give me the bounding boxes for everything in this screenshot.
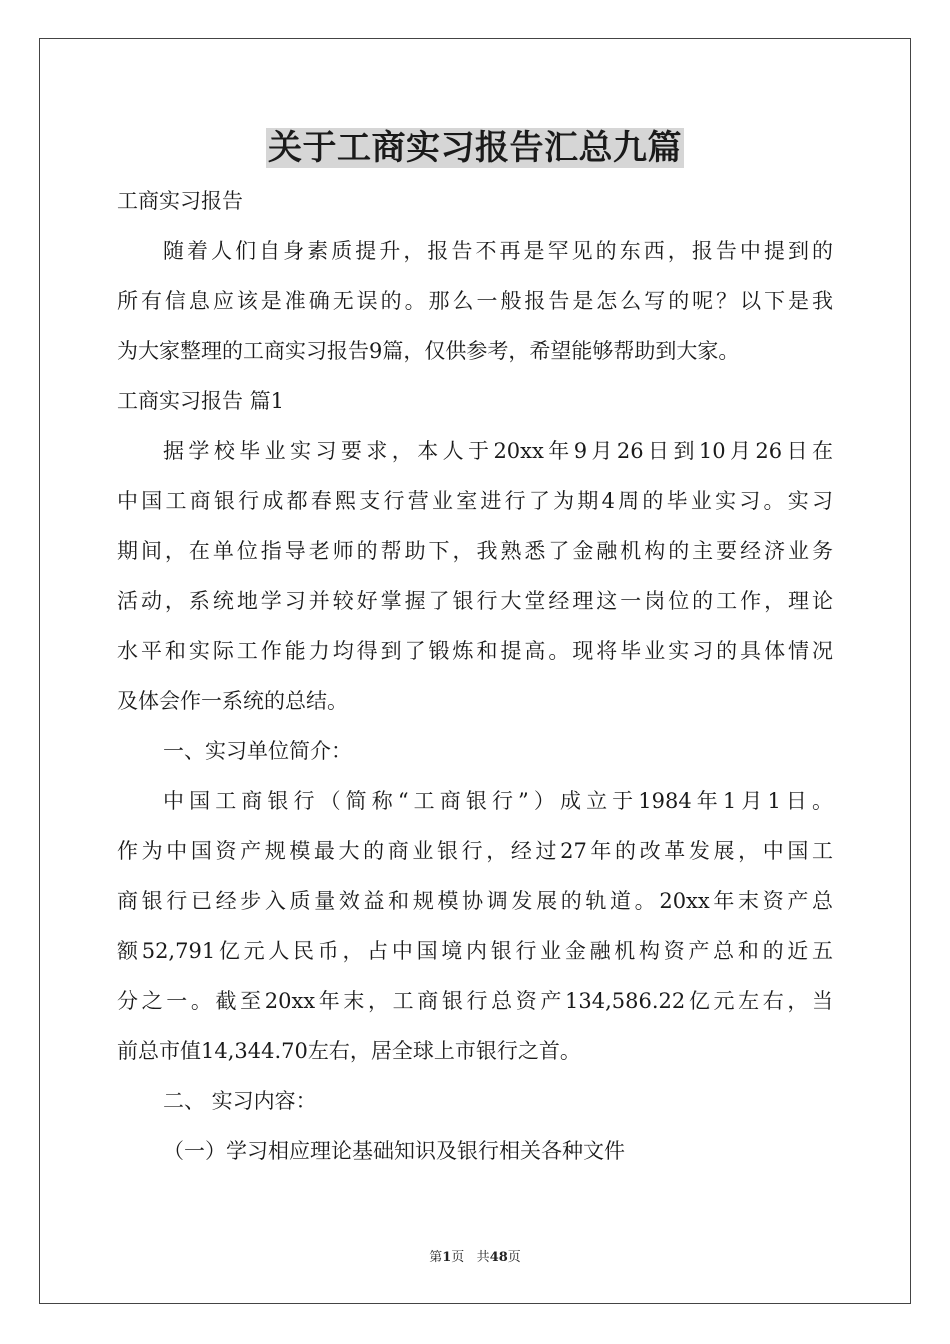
page-suffix: 页	[451, 1250, 465, 1265]
text-line: 为大家整理的工商实习报告9篇，仅供参考，希望能够帮助到大家。	[117, 339, 740, 363]
text-line: 据学校毕业实习要求，本人于20xx年9月26日到10月26日在	[163, 439, 833, 463]
page-footer	[0, 1246, 950, 1265]
document-body	[117, 176, 833, 1176]
document-title: 关于工商实习报告汇总九篇	[268, 128, 682, 168]
text-line: 中国工商银行（简称“工商银行”）成立于1984年1月1日。	[163, 789, 833, 813]
text-line: 活动，系统地学习并较好掌握了银行大堂经理这一岗位的工作，理论	[117, 589, 833, 613]
text-line: 商银行已经步入质量效益和规模协调发展的轨道。20xx年末资产总	[117, 889, 833, 913]
total-prefix: 共	[476, 1250, 490, 1265]
text-line: 工商实习报告 篇1	[117, 389, 285, 413]
text-line: 中国工商银行成都春熙支行营业室进行了为期4周的毕业实习。实习	[117, 489, 833, 513]
page-total: 48	[489, 1250, 508, 1265]
text-line: 期间，在单位指导老师的帮助下，我熟悉了金融机构的主要经济业务	[117, 539, 833, 563]
text-line: 额52,791亿元人民币，占中国境内银行业金融机构资产总和的近五	[117, 939, 833, 963]
title-area	[0, 128, 950, 168]
page-prefix: 第	[429, 1250, 443, 1265]
text-line: 二、 实习内容：	[163, 1089, 317, 1113]
text-line: 及体会作一系统的总结。	[117, 689, 348, 713]
text-line: 一、实习单位简介：	[163, 739, 352, 763]
text-line: 作为中国资产规模最大的商业银行，经过27年的改革发展，中国工	[117, 839, 833, 863]
page-current: 1	[442, 1250, 452, 1265]
total-suffix: 页	[507, 1250, 521, 1265]
text-line: 所有信息应该是准确无误的。那么一般报告是怎么写的呢？以下是我	[117, 289, 833, 313]
text-line: 工商实习报告	[117, 189, 243, 213]
text-line: 前总市值14,344.70左右，居全球上市银行之首。	[117, 1039, 581, 1063]
text-line: 水平和实际工作能力均得到了锻炼和提高。现将毕业实习的具体情况	[117, 639, 833, 663]
text-line: （一）学习相应理论基础知识及银行相关各种文件	[163, 1139, 625, 1163]
text-line: 分之一。截至20xx年末，工商银行总资产134,586.22亿元左右，当	[117, 989, 833, 1013]
text-line: 随着人们自身素质提升，报告不再是罕见的东西，报告中提到的	[163, 239, 833, 263]
